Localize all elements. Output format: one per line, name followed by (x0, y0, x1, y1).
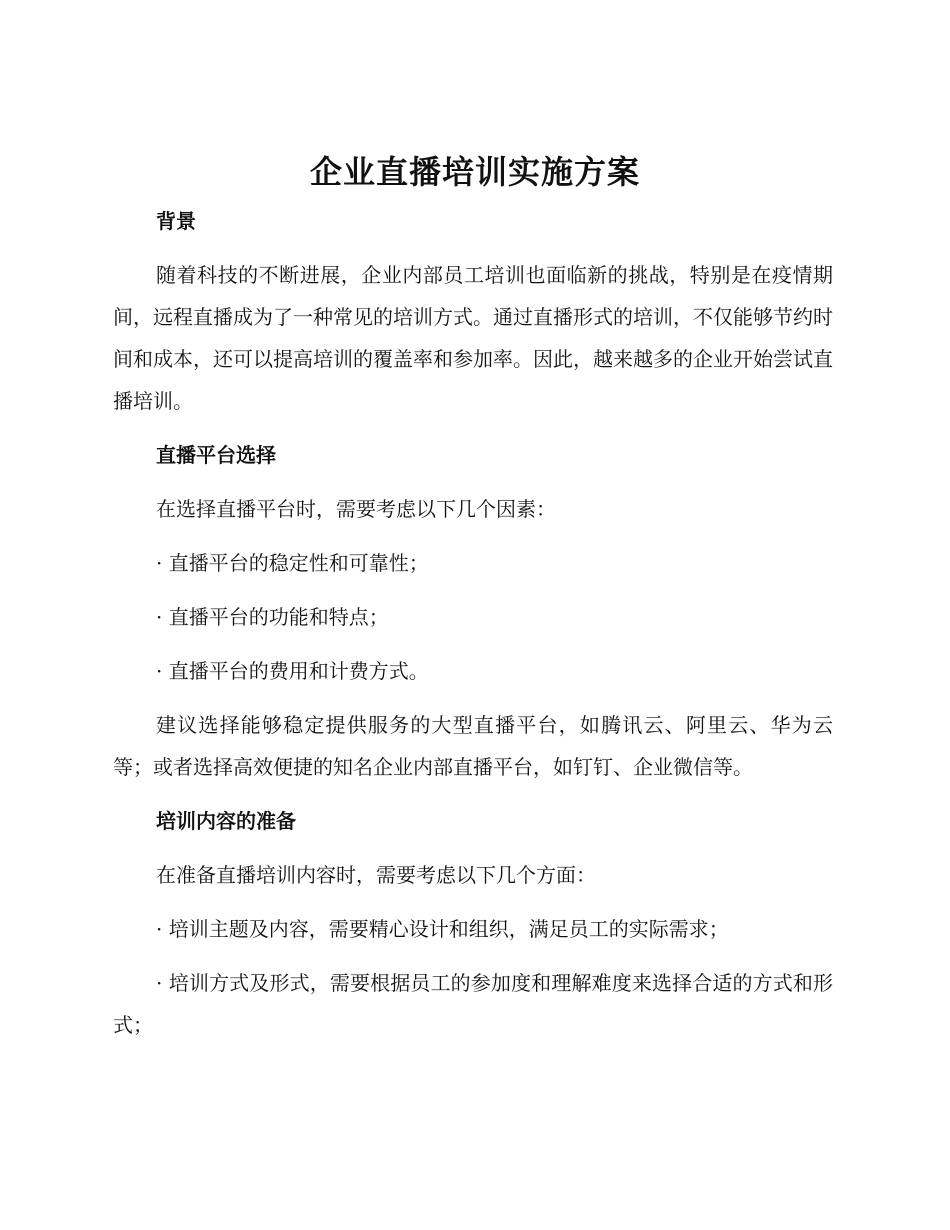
background-paragraph: 随着科技的不断进展，企业内部员工培训也面临新的挑战，特别是在疫情期间，远程直播成为了一种常见的培训方式。通过直播形式的培训，不仅能够节约时间和成本，还可以提高培训的覆盖率和参加率。因此，越来越多的企业开始尝试直播培训。 (113, 263, 833, 413)
section-heading-content-prep: 培训内容的准备 (156, 809, 296, 833)
content-prep-intro: 在准备直播培训内容时，需要考虑以下几个方面： (156, 863, 596, 887)
section-heading-background: 背景 (156, 209, 196, 233)
platform-recommendation: 建议选择能够稳定提供服务的大型直播平台，如腾讯云、阿里云、华为云等；或者选择高效便捷的知名企业内部直播平台，如钉钉、企业微信等。 (113, 713, 833, 779)
content-prep-bullet-2: · 培训方式及形式，需要根据员工的参加度和理解难度来选择合适的方式和形式； (113, 971, 833, 1037)
content-prep-bullet-1: · 培训主题及内容，需要精心设计和组织，满足员工的实际需求； (156, 917, 729, 941)
platform-bullet-2: · 直播平台的功能和特点； (156, 605, 389, 629)
platform-bullet-3: · 直播平台的费用和计费方式。 (156, 659, 429, 683)
section-heading-platform: 直播平台选择 (156, 443, 276, 467)
document-body (113, 200, 833, 1046)
platform-intro: 在选择直播平台时，需要考虑以下几个因素： (156, 497, 556, 521)
document-title: 企业直播培训实施方案 (309, 153, 640, 191)
platform-bullet-1: · 直播平台的稳定性和可靠性； (156, 551, 429, 575)
